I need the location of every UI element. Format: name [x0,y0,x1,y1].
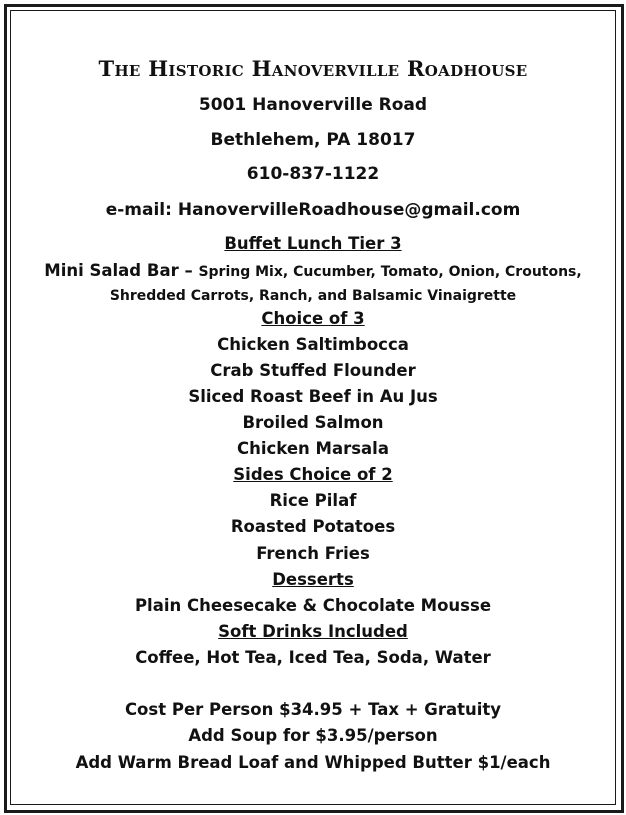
side-item: French Fries [256,544,370,563]
side-item: Rice Pilaf [269,491,357,510]
salad-bar-items: Spring Mix, Cucumber, Tomato, Onion, Croutons, [198,264,582,280]
entree-item: Chicken Saltimbocca [217,335,409,354]
entree-item: Chicken Marsala [237,439,389,458]
address: 5001 Hanoverville Road [198,95,428,115]
city-state-zip: Bethlehem, PA 18017 [210,130,416,150]
cost-per-person: Cost Per Person $34.95 + Tax + Gratuity [124,700,502,719]
drinks-heading: Soft Drinks Included [218,622,408,641]
restaurant-name: The Historic Hanoverville Roadhouse [98,56,528,81]
salad-bar-line [14,263,612,280]
salad-bar-label: Mini Salad Bar – [44,261,199,280]
phone-number: 610-837-1122 [246,164,380,184]
entree-heading: Choice of 3 [261,309,365,328]
side-item: Roasted Potatoes [230,517,396,536]
soup-addon: Add Soup for $3.95/person [188,726,438,745]
entree-item: Crab Stuffed Flounder [210,361,416,380]
desserts-heading: Desserts [272,570,354,589]
bread-addon: Add Warm Bread Loaf and Whipped Butter $1/each [75,753,551,772]
tier-heading: Buffet Lunch Tier 3 [224,234,402,253]
salad-bar-items-continued: Shredded Carrots, Ranch, and Balsamic Vinaigrette [109,288,517,304]
email: e-mail: HanovervilleRoadhouse@gmail.com [105,200,521,220]
entree-item: Broiled Salmon [242,413,384,432]
sides-heading: Sides Choice of 2 [233,465,393,484]
drinks-item: Coffee, Hot Tea, Iced Tea, Soda, Water [135,648,491,667]
desserts-item: Plain Cheesecake & Chocolate Mousse [134,596,492,615]
entree-item: Sliced Roast Beef in Au Jus [188,387,438,406]
